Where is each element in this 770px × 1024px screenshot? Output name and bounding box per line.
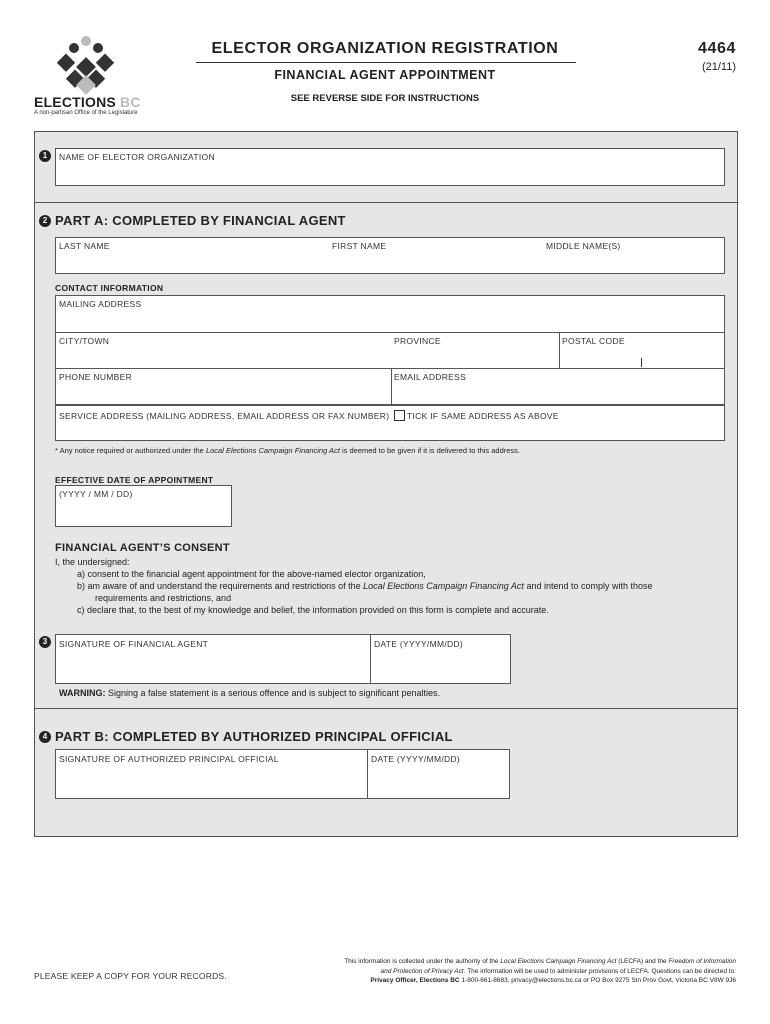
agent-name-fields <box>55 237 725 274</box>
section-divider <box>35 202 737 203</box>
effective-date-field[interactable] <box>55 485 232 527</box>
elections-bc-logo <box>34 34 144 116</box>
city-label: CITY/TOWN <box>59 336 110 346</box>
privacy-officer: Privacy Officer, Elections BC <box>370 977 460 985</box>
notice-act: Local Elections Campaign Financing Act <box>205 446 340 455</box>
privacy-contact: 1-800-661-8683, privacy@elections.bc.ca or PO Box 9275 Stn Prov Govt, Victoria BC V8W 9J6 <box>459 977 736 985</box>
privacy-act-2: Freedom of Information <box>668 958 736 965</box>
contact-info-grid <box>55 295 725 405</box>
privacy-act-1: Local Elections Campaign Financing Act <box>500 958 617 965</box>
official-signature-row <box>55 749 510 799</box>
middle-names-label: MIDDLE NAME(S) <box>546 241 621 251</box>
consent-item-b-cont: requirements and restrictions, and <box>95 593 232 603</box>
step-1-marker: 1 <box>39 150 51 162</box>
privacy-line-1: This information is collected under the authority of the <box>344 958 501 965</box>
effective-date-heading: EFFECTIVE DATE OF APPOINTMENT <box>55 475 214 485</box>
postal-code-label: POSTAL CODE <box>562 336 625 346</box>
postal-code-divider <box>641 358 642 367</box>
elector-organization-name-field[interactable] <box>55 148 725 186</box>
logo-wordmark: ELECTIONS <box>34 94 116 110</box>
form-version: (21/11) <box>701 61 736 73</box>
form-panel <box>34 131 738 837</box>
step-4-marker: 4 <box>39 731 51 743</box>
warning-label: WARNING: <box>59 688 106 698</box>
consent-intro: I, the undersigned: <box>55 557 130 567</box>
consent-item-c: c) declare that, to the best of my knowledge and belief, the information provided on this form is complete and accurate. <box>77 605 549 615</box>
last-name-label: LAST NAME <box>59 241 110 251</box>
warning-text: Signing a false statement is a serious offence and is subject to significant penalties. <box>105 688 441 698</box>
part-a-heading: PART A: COMPLETED BY FINANCIAL AGENT <box>55 213 346 228</box>
step-2-marker: 2 <box>39 215 51 227</box>
consent-b-text-end: and intend to comply with those <box>523 581 653 591</box>
part-b-heading: PART B: COMPLETED BY AUTHORIZED PRINCIPAL OFFICIAL <box>55 729 453 744</box>
service-address-label: SERVICE ADDRESS (MAILING ADDRESS, EMAIL ADDRESS OR FAX NUMBER) <box>59 411 390 421</box>
elections-bc-emblem-icon <box>34 34 144 98</box>
agent-date-label: DATE (YYYY/MM/DD) <box>374 639 463 649</box>
service-address-field[interactable] <box>55 405 725 441</box>
contact-info-heading: CONTACT INFORMATION <box>55 283 164 293</box>
first-name-label: FIRST NAME <box>332 241 387 251</box>
notice-text-end: is deemed to be given if it is delivered to this address. <box>339 446 521 455</box>
province-label: PROVINCE <box>394 336 441 346</box>
instructions-note: SEE REVERSE SIDE FOR INSTRUCTIONS <box>290 93 480 104</box>
logo-bc: BC <box>120 94 141 110</box>
official-date-label: DATE (YYYY/MM/DD) <box>371 754 460 764</box>
form-subtitle: FINANCIAL AGENT APPOINTMENT <box>274 68 496 82</box>
privacy-act-2-cont: and Protection of Privacy Act <box>380 967 464 975</box>
same-address-checkbox[interactable] <box>394 410 405 421</box>
consent-item-b <box>77 581 653 591</box>
consent-b-act: Local Elections Campaign Financing Act <box>363 581 524 591</box>
mailing-address-label: MAILING ADDRESS <box>59 299 142 309</box>
consent-heading: FINANCIAL AGENT’S CONSENT <box>55 542 230 554</box>
agent-signature-label: SIGNATURE OF FINANCIAL AGENT <box>59 639 209 649</box>
service-notice <box>55 446 520 455</box>
email-label: EMAIL ADDRESS <box>394 372 467 382</box>
phone-label: PHONE NUMBER <box>59 372 133 382</box>
consent-item-a: a) consent to the financial agent appointment for the above-named elector organization, <box>77 569 426 579</box>
effective-date-format: (YYYY / MM / DD) <box>59 489 133 499</box>
logo-tagline: A non-partisan Office of the Legislature <box>34 110 138 116</box>
elector-organization-name-label: NAME OF ELECTOR ORGANIZATION <box>59 152 215 162</box>
form-title: ELECTOR ORGANIZATION REGISTRATION <box>211 40 559 57</box>
step-3-marker: 3 <box>39 636 51 648</box>
warning-notice <box>59 688 440 698</box>
title-underline <box>196 62 576 63</box>
privacy-notice <box>260 957 736 986</box>
notice-text: * Any notice required or authorized under the <box>55 446 206 455</box>
privacy-line-1b: (LECFA) and the <box>616 958 669 965</box>
section-divider-2 <box>35 708 737 709</box>
keep-copy-note: PLEASE KEEP A COPY FOR YOUR RECORDS. <box>34 971 227 981</box>
consent-b-text: b) am aware of and understand the requirements and restrictions of the <box>77 581 364 591</box>
official-signature-label: SIGNATURE OF AUTHORIZED PRINCIPAL OFFICIAL <box>59 754 279 764</box>
form-number: 4464 <box>698 40 736 57</box>
privacy-line-2: . The information will be used to administer provisions of LECFA. Questions can be directed to: <box>463 967 736 975</box>
agent-signature-row <box>55 634 511 684</box>
same-address-checkbox-label: TICK IF SAME ADDRESS AS ABOVE <box>407 411 559 421</box>
